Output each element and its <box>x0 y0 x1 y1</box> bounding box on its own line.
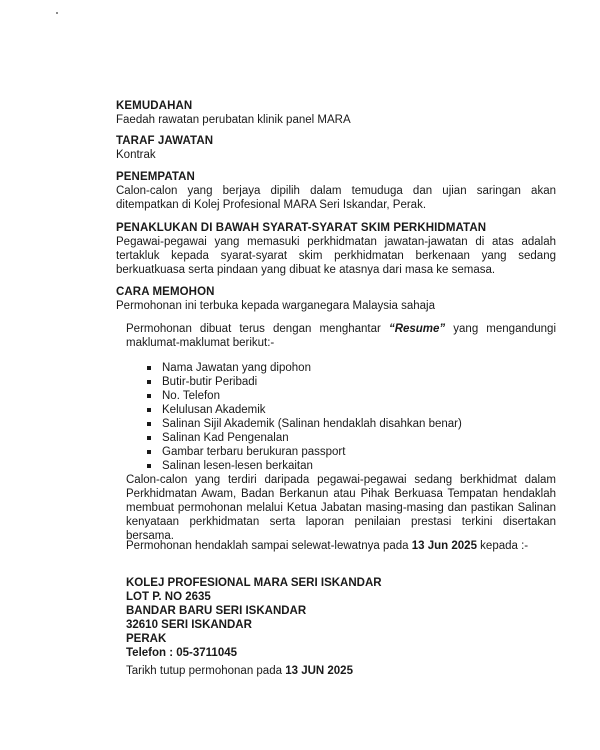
resume-intro-before: Permohonan dibuat terus dengan menghantar <box>126 323 389 335</box>
section-text: Kontrak <box>116 149 156 161</box>
address-line: 32610 SERI ISKANDAR <box>126 619 252 631</box>
closing-date: 13 JUN 2025 <box>285 665 353 677</box>
bullet-icon <box>147 464 151 468</box>
section-text: Pegawai-pegawai yang memasuki perkhidmatan jawatan-jawatan di atas adalah tertakluk kepada syarat-syarat skim perkhidmatan berkenaan yang sedang berkuatkuasa serta pindaan yang dibuat ke atasnya dari masa ke semasa. <box>116 236 556 276</box>
section-text: Permohonan ini terbuka kepada warganegara Malaysia sahaja <box>116 300 436 312</box>
address-line: PERAK <box>126 633 167 645</box>
scan-speck <box>56 12 58 14</box>
list-item: Salinan Kad Pengenalan <box>147 431 462 445</box>
list-item: Gambar terbaru berukuran passport <box>147 445 462 459</box>
list-item: Butir-butir Peribadi <box>147 375 462 389</box>
address-line: KOLEJ PROFESIONAL MARA SERI ISKANDAR <box>126 577 382 589</box>
resume-emphasis: “Resume” <box>388 323 446 335</box>
address-line: LOT P. NO 2635 <box>126 591 211 603</box>
section-text: Faedah rawatan perubatan klinik panel MARA <box>116 114 351 126</box>
bullet-icon <box>147 422 151 426</box>
list-item: Salinan lesen-lesen berkaitan <box>147 459 462 473</box>
civil-servant-note: Calon-calon yang terdiri daripada pegawai-pegawai sedang berkhidmat dalam Perkhidmatan Awam, Badan Berkanun atau Pihak Berkuasa Tempatan hendaklah membuat permohonan melalui Ketua Jabatan masing-masing dan pastikan Salinan kenyataan perkhidmatan serta laporan penilaian prestasi terkini disertakan bersama. <box>126 474 556 542</box>
resume-instruction <box>126 322 556 350</box>
bullet-icon <box>147 380 151 384</box>
required-documents-list <box>147 361 462 473</box>
section-heading: PENAKLUKAN DI BAWAH SYARAT-SYARAT SKIM PERKHIDMATAN <box>116 222 487 234</box>
list-item: Nama Jawatan yang dipohon <box>147 361 462 375</box>
bullet-icon <box>147 450 151 454</box>
resume-intro-after: yang mengandungi maklumat-maklumat berikut:- <box>126 323 556 349</box>
address-phone: Telefon : 05-3711045 <box>126 647 238 659</box>
bullet-icon <box>147 436 151 440</box>
list-item: Kelulusan Akademik <box>147 403 462 417</box>
list-item: Salinan Sijil Akademik (Salinan hendaklah disahkan benar) <box>147 417 462 431</box>
section-heading: TARAF JAWATAN <box>116 135 214 147</box>
deadline-date: 13 Jun 2025 <box>411 540 477 552</box>
bullet-icon <box>147 366 151 370</box>
address-line: BANDAR BARU SERI ISKANDAR <box>126 605 307 617</box>
bullet-icon <box>147 394 151 398</box>
section-heading: KEMUDAHAN <box>116 100 193 112</box>
section-heading: PENEMPATAN <box>116 171 195 183</box>
section-penempatan <box>116 170 556 212</box>
mailing-address <box>126 576 382 660</box>
section-penaklukan <box>116 221 556 277</box>
section-taraf-jawatan <box>116 134 556 162</box>
section-heading: CARA MEMOHON <box>116 286 215 298</box>
section-cara-memohon <box>116 285 556 313</box>
section-text: Calon-calon yang berjaya dipilih dalam temuduga dan ujian saringan akan ditempatkan di Kolej Profesional MARA Seri Iskandar, Perak. <box>116 185 556 211</box>
section-kemudahan <box>116 99 556 127</box>
closing-date-line: Tarikh tutup permohonan pada 13 JUN 2025 <box>126 665 353 677</box>
bullet-icon <box>147 408 151 412</box>
list-item: No. Telefon <box>147 389 462 403</box>
deadline-line: Permohonan hendaklah sampai selewat-lewatnya pada 13 Jun 2025 kepada :- <box>126 540 529 552</box>
